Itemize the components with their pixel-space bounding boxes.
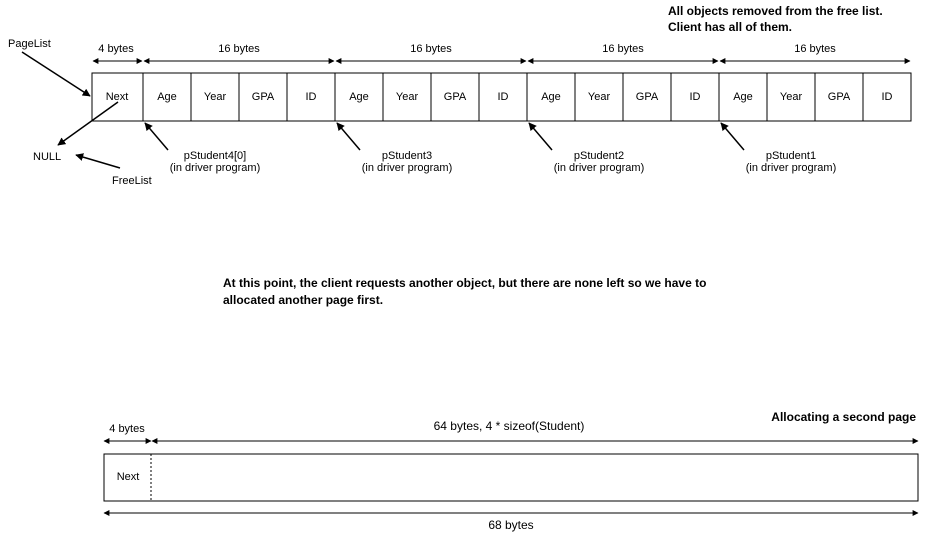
- page2-header-size: 4 bytes: [109, 423, 145, 435]
- pointer-name-2: pStudent3: [381, 150, 433, 162]
- pointer-arrow-3: [529, 123, 552, 150]
- top-note-line-2: Client has all of them.: [668, 20, 793, 34]
- page1-block-size-4: 16 bytes: [794, 43, 836, 55]
- pointer-name-1: pStudent4[0]: [183, 150, 247, 162]
- page2-total-size: 68 bytes: [488, 518, 534, 532]
- mid-note-line-1: At this point, the client requests another object, but there are none left so we have to: [223, 276, 707, 290]
- freelist-arrow: [76, 155, 120, 168]
- pagelist-arrow: [22, 52, 90, 96]
- page2-title: Allocating a second page: [771, 410, 916, 424]
- pointer-name-4: pStudent1: [765, 150, 817, 162]
- page2-body-size: 64 bytes, 4 * sizeof(Student): [433, 419, 585, 433]
- page1-field-age-2: Age: [349, 91, 369, 103]
- page1-next-cell: Next: [105, 91, 129, 103]
- page1-block-size-1: 16 bytes: [218, 43, 260, 55]
- page1-field-id-4: ID: [881, 91, 893, 103]
- page1-field-id-3: ID: [689, 91, 701, 103]
- pointer-note-4: (in driver program): [745, 162, 837, 174]
- pointer-note-2: (in driver program): [361, 162, 453, 174]
- top-note-line-1: All objects removed from the free list.: [668, 4, 883, 18]
- page1-field-year-1: Year: [203, 91, 227, 103]
- next-to-null-arrow: [58, 102, 118, 145]
- pointer-note-3: (in driver program): [553, 162, 645, 174]
- page1-field-age-1: Age: [157, 91, 177, 103]
- page1-field-year-4: Year: [779, 91, 803, 103]
- null-label: NULL: [33, 151, 62, 163]
- page1-field-gpa-2: GPA: [443, 91, 467, 103]
- page1-field-age-4: Age: [733, 91, 753, 103]
- page1-field-age-3: Age: [541, 91, 561, 103]
- page1-field-id-2: ID: [497, 91, 509, 103]
- pointer-arrow-2: [337, 123, 360, 150]
- page2-next-cell: Next: [116, 471, 140, 483]
- page1-header-size: 4 bytes: [98, 43, 134, 55]
- page1-block-size-2: 16 bytes: [410, 43, 452, 55]
- page1-field-gpa-4: GPA: [827, 91, 851, 103]
- pointer-note-1: (in driver program): [169, 162, 261, 174]
- page1-field-year-3: Year: [587, 91, 611, 103]
- page1-field-id-1: ID: [305, 91, 317, 103]
- page1-field-year-2: Year: [395, 91, 419, 103]
- pagelist-label: PageList: [8, 38, 51, 50]
- page2-outline: [104, 454, 918, 501]
- page1-field-gpa-3: GPA: [635, 91, 659, 103]
- mid-note-line-2: allocated another page first.: [223, 293, 384, 307]
- pointer-arrow-4: [721, 123, 744, 150]
- page1-field-gpa-1: GPA: [251, 91, 275, 103]
- pointer-arrow-1: [145, 123, 168, 150]
- pointer-name-3: pStudent2: [573, 150, 625, 162]
- page1-block-size-3: 16 bytes: [602, 43, 644, 55]
- freelist-label: FreeList: [112, 175, 152, 187]
